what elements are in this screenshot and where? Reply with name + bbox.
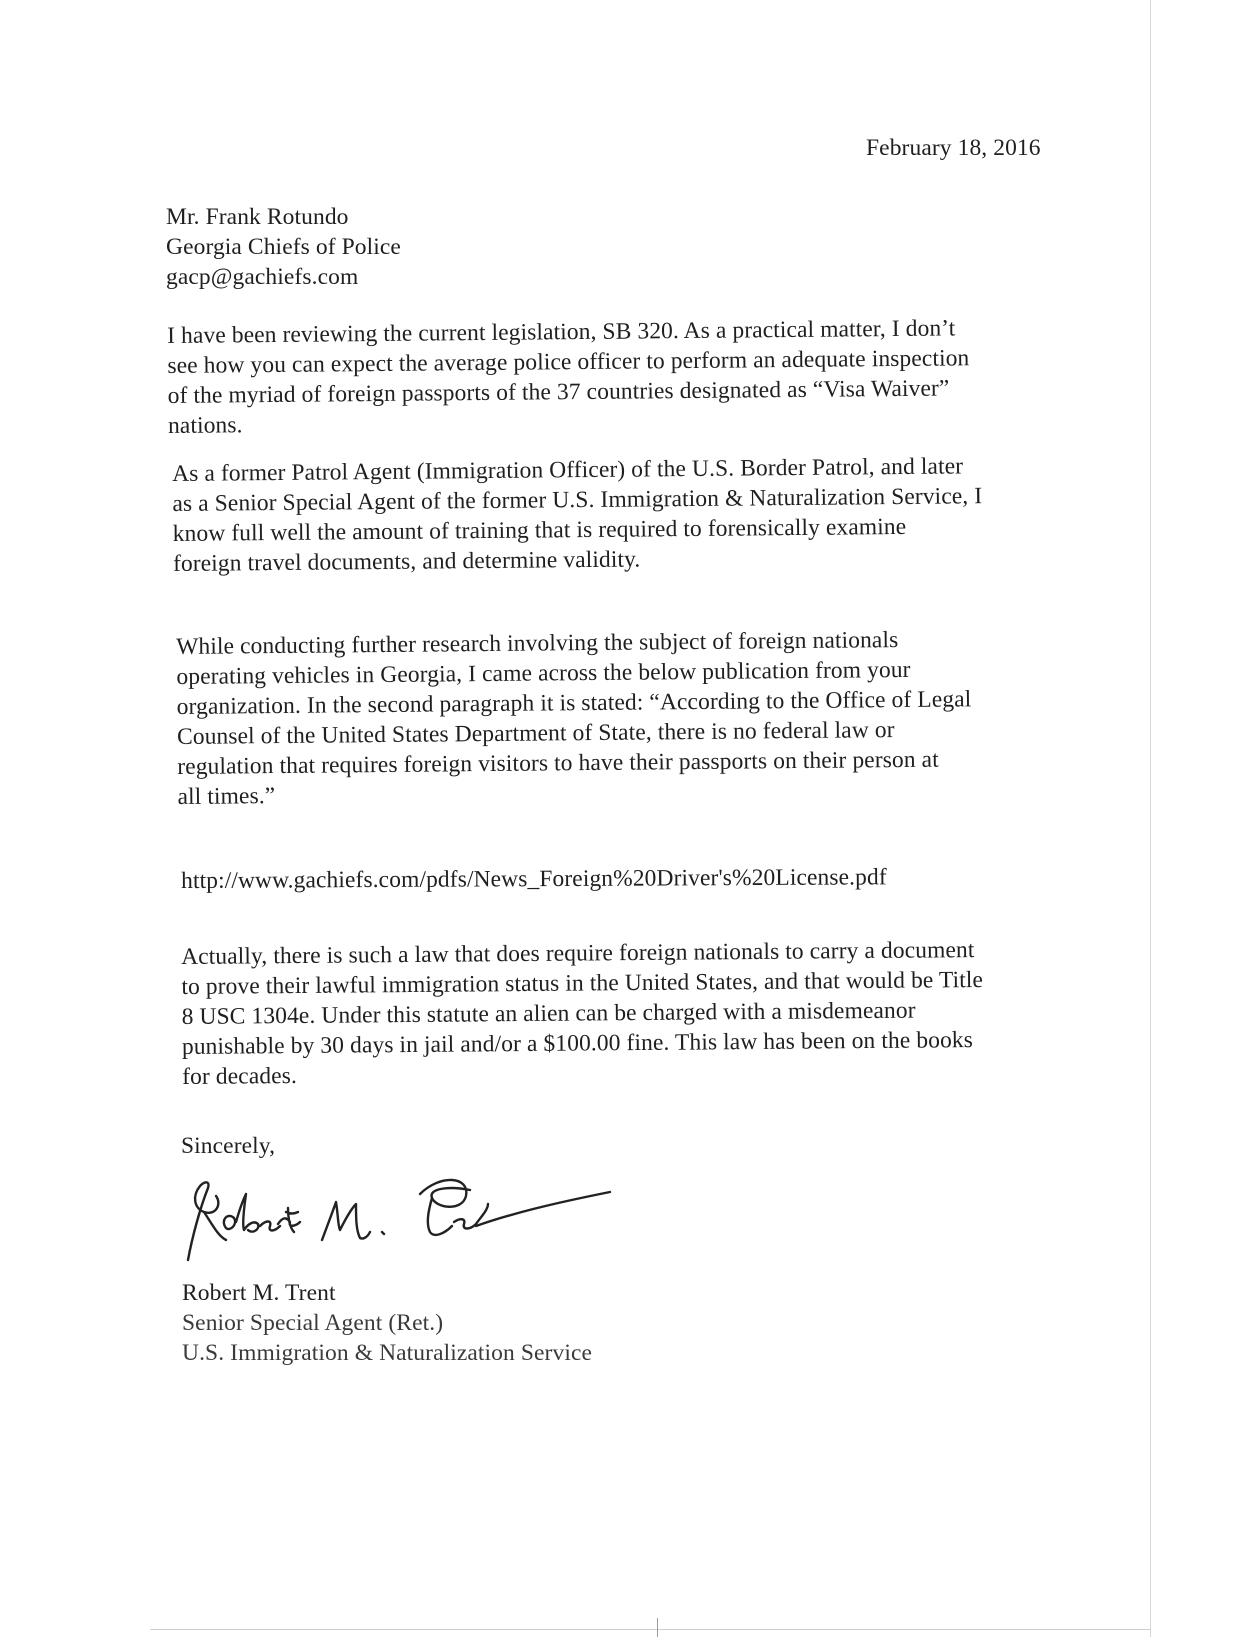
signer-title: Senior Special Agent (Ret.) [182,1310,444,1336]
letter-date: February 18, 2016 [866,135,1041,161]
paragraph-line: Counsel of the United States Department of State, there is no federal law or [176,717,895,750]
paragraph-line: punishable by 30 days in jail and/or a $100.00 fine. This law has been on the books [181,1027,974,1060]
recipient-block [166,202,401,292]
paragraph-line: for decades. [182,1062,298,1090]
body-paragraph-2 [172,451,983,579]
paragraph-line: know full well the amount of training that is required to forensically examine [172,513,907,547]
closing: Sincerely, [181,1133,276,1159]
paragraph-line: organization. In the second paragraph it is stated: “According to the Office of Legal [176,686,972,720]
signer-block [182,1278,592,1368]
paragraph-line: I have been reviewing the current legislation, SB 320. As a practical matter, I don’t [167,315,956,349]
paragraph-line: 8 USC 1304e. Under this statute an alien can be charged with a misdemeanor [181,997,916,1030]
recipient-email: gacp@gachiefs.com [166,264,359,290]
scan-mark [657,1618,658,1637]
body-paragraph-1 [167,313,970,441]
paragraph-line: of the myriad of foreign passports of the 37 countries designated as “Visa Waiver” [167,375,950,409]
paragraph-line: as a Senior Special Agent of the former U.S. Immigration & Naturalization Service, I [172,483,983,517]
recipient-organization: Georgia Chiefs of Police [166,234,401,260]
handwritten-signature [170,1168,620,1268]
body-paragraph-4 [181,935,984,1092]
paragraph-line: regulation that requires foreign visitors to have their passports on their person at [177,746,939,780]
paragraph-line: While conducting further research involving the subject of foreign nationals [176,627,899,660]
signer-name: Robert M. Trent [182,1280,336,1306]
paragraph-line: Actually, there is such a law that does require foreign nationals to carry a document [181,937,975,970]
scan-edge-right [1150,0,1151,1637]
paragraph-line: As a former Patrol Agent (Immigration Officer) of the U.S. Border Patrol, and later [172,453,964,487]
paragraph-line: nations. [167,412,243,439]
paragraph-line: to prove their lawful immigration status in the United States, and that would be Title [181,967,984,1000]
publication-url: http://www.gachiefs.com/pdfs/News_Foreign%20Driver's%20License.pdf [181,864,887,894]
recipient-name: Mr. Frank Rotundo [166,204,349,230]
signer-organization: U.S. Immigration & Naturalization Service [182,1340,593,1366]
paragraph-line: operating vehicles in Georgia, I came across the below publication from your [176,656,911,690]
paragraph-line: foreign travel documents, and determine validity. [172,546,641,577]
scan-edge-bottom [150,1629,1150,1630]
paragraph-line: all times.” [177,783,276,810]
body-paragraph-3 [176,624,972,812]
paragraph-line: see how you can expect the average police officer to perform an adequate inspection [167,345,970,379]
